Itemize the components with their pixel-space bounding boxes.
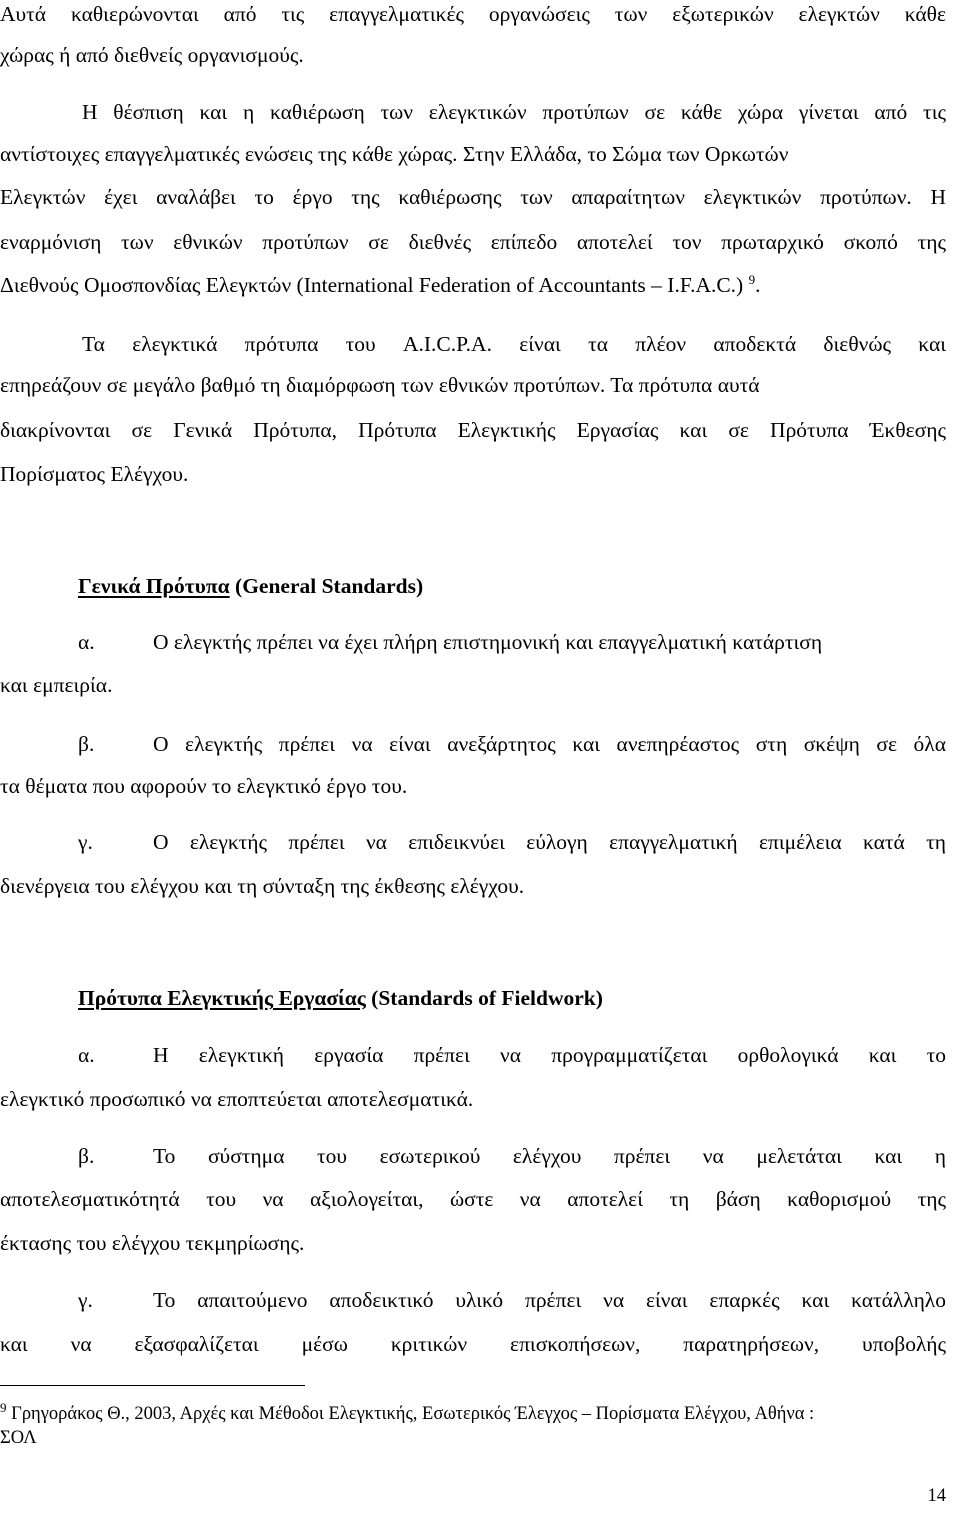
list-item-text: Ο ελεγκτής πρέπει να είναι ανεξάρτητος και ανεπηρέαστος στη σκέψη σε όλα	[153, 732, 946, 756]
footnote-text: Γρηγοράκος Θ., 2003, Αρχές και Μέθοδοι Ελεγκτικής, Εσωτερικός Έλεγχος – Πορίσματα Ελέγχου, Αθήνα :	[6, 1404, 815, 1424]
paragraph-line: εναρμόνιση των εθνικών προτύπων σε διεθνές επίπεδο αποτελεί τον πρωταρχικό σκοπό της	[0, 230, 946, 254]
list-item-text: Το σύστημα του εσωτερικού ελέγχου πρέπει να μελετάται και η	[153, 1144, 946, 1168]
heading-english: (Standards of Fieldwork)	[365, 986, 603, 1010]
footnote-line: ΣΟΛ	[0, 1428, 37, 1448]
paragraph-line: Πορίσματος Ελέγχου.	[0, 462, 189, 486]
section-heading-fieldwork-standards	[78, 984, 603, 1012]
footnote-number: 9	[0, 1399, 7, 1415]
list-item-label: γ.	[78, 1288, 93, 1312]
heading-greek: Πρότυπα Ελεγκτικής Εργασίας	[78, 986, 366, 1010]
list-item-label: β.	[78, 1144, 95, 1168]
list-item-text: τα θέματα που αφορούν το ελεγκτικό έργο του.	[0, 774, 408, 798]
paragraph-line: διακρίνονται σε Γενικά Πρότυπα, Πρότυπα Ελεγκτικής Εργασίας και σε Πρότυπα Έκθεσης	[0, 418, 946, 442]
footnote-reference[interactable]: 9	[748, 271, 756, 287]
list-item-text: έκτασης του ελέγχου τεκμηρίωσης.	[0, 1231, 305, 1255]
list-item-label: β.	[78, 732, 95, 756]
page-number: 14	[927, 1486, 946, 1506]
paragraph-line: επηρεάζουν σε μεγάλο βαθμό τη διαμόρφωση των εθνικών προτύπων. Τα πρότυπα αυτά	[0, 373, 760, 397]
list-item-text: Ο ελεγκτής πρέπει να έχει πλήρη επιστημονική και επαγγελματική κατάρτιση	[153, 630, 823, 654]
footnote-separator	[0, 1385, 305, 1386]
heading-greek: Γενικά Πρότυπα	[78, 574, 230, 598]
paragraph-line: αντίστοιχες επαγγελματικές ενώσεις της κάθε χώρας. Στην Ελλάδα, το Σώμα των Ορκωτών	[0, 142, 789, 166]
list-item-text: και να εξασφαλίζεται μέσω κριτικών επισκοπήσεων, παρατηρήσεων, υποβολής	[0, 1332, 946, 1356]
list-item-text: διενέργεια του ελέγχου και τη σύνταξη της έκθεσης ελέγχου.	[0, 874, 525, 898]
list-item-label: α.	[78, 630, 95, 654]
footnote-line	[0, 1399, 946, 1426]
list-item-text: αποτελεσματικότητά του να αξιολογείται, ώστε να αποτελεί τη βάση καθορισμού της	[0, 1187, 946, 1211]
paragraph-line: Η θέσπιση και η καθιέρωση των ελεγκτικών προτύπων σε κάθε χώρα γίνεται από τις	[82, 100, 946, 124]
paragraph-text: Διεθνούς Ομοσπονδίας Ελεγκτών (International Federation of Accountants – I.F.A.C.)	[0, 273, 744, 297]
paragraph-line: Τα ελεγκτικά πρότυπα του A.I.C.P.A. είναι τα πλέον αποδεκτά διεθνώς και	[82, 332, 946, 356]
heading-english: (General Standards)	[229, 574, 424, 598]
list-item-text: Ο ελεγκτής πρέπει να επιδεικνύει εύλογη επαγγελματική επιμέλεια κατά τη	[153, 830, 946, 854]
paragraph-line: Ελεγκτών έχει αναλάβει το έργο της καθιέρωσης των απαραίτητων ελεγκτικών προτύπων. Η	[0, 185, 946, 209]
list-item-label: α.	[78, 1043, 95, 1067]
list-item-text: Το απαιτούμενο αποδεικτικό υλικό πρέπει να είναι επαρκές και κατάλληλο	[153, 1288, 946, 1312]
list-item-text: ελεγκτικό προσωπικό να εποπτεύεται αποτελεσματικά.	[0, 1087, 474, 1111]
list-item-label: γ.	[78, 830, 93, 854]
section-heading-general-standards	[78, 572, 423, 600]
paragraph-line: χώρας ή από διεθνείς οργανισμούς.	[0, 43, 304, 67]
list-item-text: και εμπειρία.	[0, 673, 113, 697]
list-item-text: Η ελεγκτική εργασία πρέπει να προγραμματίζεται ορθολογικά και το	[153, 1043, 946, 1067]
paragraph-line: Αυτά καθιερώνονται από τις επαγγελματικές οργανώσεις των εξωτερικών ελεγκτών κάθε	[0, 2, 946, 26]
paragraph-text: .	[755, 273, 761, 297]
paragraph-line	[0, 271, 946, 299]
